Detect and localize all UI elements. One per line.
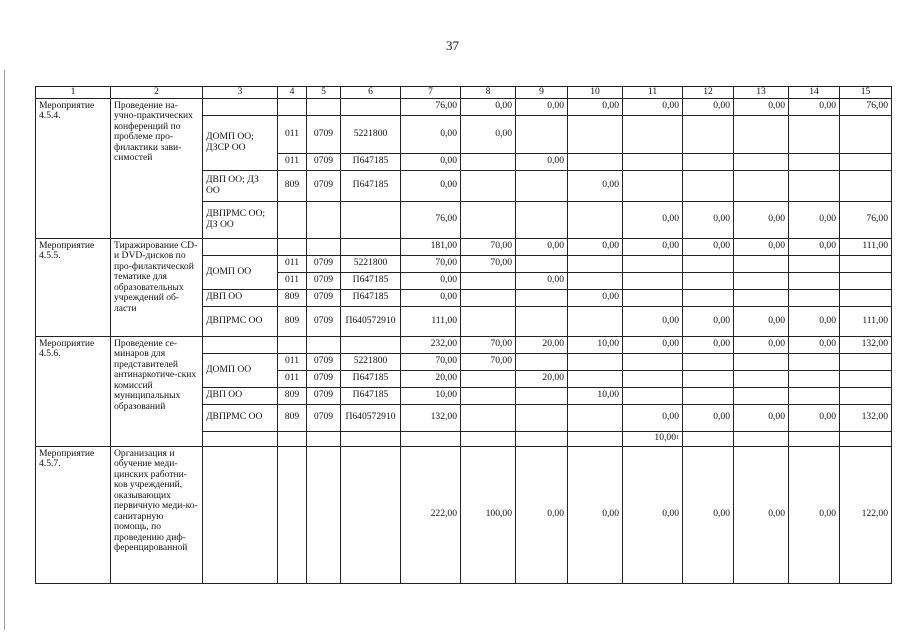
cell: 0,00 — [568, 170, 623, 201]
column-header: 9 — [516, 87, 568, 99]
cell: 0,00 — [401, 115, 461, 153]
cell: П640572910 — [341, 404, 401, 431]
page-number: 37 — [446, 38, 459, 53]
executor-cell: ДВПРМС ОО; ДЗ ОО — [203, 201, 278, 238]
cell: 0709 — [307, 370, 341, 387]
cell: 0,00 — [401, 153, 461, 170]
cell: 0,00 — [734, 201, 789, 238]
executor-cell: ДВП ОО — [203, 387, 278, 404]
total-cell: 122,00 — [840, 446, 892, 583]
cell: 011 — [278, 153, 307, 170]
total-cell: 0,00 — [623, 238, 683, 255]
cell: 0709 — [307, 170, 341, 201]
measure-id: Мероприятие 4.5.5. — [36, 238, 111, 336]
cell: 70,00 — [461, 255, 516, 272]
table-row — [36, 336, 892, 353]
cell: 0,00 — [683, 306, 734, 336]
cell: 0,00 — [623, 404, 683, 431]
total-cell: 0,00 — [568, 238, 623, 255]
cell: 5221800 — [341, 115, 401, 153]
column-header: 6 — [341, 87, 401, 99]
cell: 809 — [278, 306, 307, 336]
cell: 0,00 — [734, 404, 789, 431]
total-cell: 132,00 — [840, 336, 892, 353]
total-cell: 0,00 — [516, 446, 568, 583]
cell: 011 — [278, 370, 307, 387]
total-cell: 0,00 — [516, 238, 568, 255]
column-header: 7 — [401, 87, 461, 99]
total-cell: 0,00 — [568, 446, 623, 583]
cell: 5221800 — [341, 255, 401, 272]
cell: 809 — [278, 387, 307, 404]
cell: 0,00 — [734, 306, 789, 336]
cell: 809 — [278, 404, 307, 431]
measure-description: Проведение се-минаров для представителей антинаркотиче-ских комиссий муниципальных образований — [111, 336, 203, 446]
cell: 0,00 — [623, 306, 683, 336]
cell: П647185 — [341, 170, 401, 201]
cell: 132,00 — [401, 404, 461, 431]
total-cell: 232,00 — [401, 336, 461, 353]
cell: 0,00 — [516, 153, 568, 170]
cell: 0,00 — [401, 170, 461, 201]
cell: 0709 — [307, 404, 341, 431]
cell: 0709 — [307, 306, 341, 336]
cell: П640572910 — [341, 306, 401, 336]
cell: 0,00 — [401, 289, 461, 306]
cell — [623, 431, 683, 446]
total-cell: 0,00 — [461, 98, 516, 115]
cell: 0,00 — [789, 201, 840, 238]
cell: 0,00 — [789, 306, 840, 336]
cell: 809 — [278, 170, 307, 201]
total-cell: 0,00 — [683, 446, 734, 583]
table-header-row — [36, 87, 892, 99]
column-header: 11 — [623, 87, 683, 99]
cell: 20,00 — [401, 370, 461, 387]
cell: 011 — [278, 353, 307, 370]
table-row — [36, 446, 892, 583]
cell: П647185 — [341, 272, 401, 289]
cell: П647185 — [341, 370, 401, 387]
cell: 10,00 — [568, 387, 623, 404]
table-row — [36, 98, 892, 115]
cell: 111,00 — [840, 306, 892, 336]
cell: 76,00 — [401, 201, 461, 238]
total-cell: 0,00 — [683, 98, 734, 115]
cell: 0,00 — [623, 201, 683, 238]
total-cell: 0,00 — [734, 98, 789, 115]
column-header: 5 — [307, 87, 341, 99]
cell: 011 — [278, 272, 307, 289]
total-cell: 0,00 — [516, 98, 568, 115]
cell: 0,00 — [461, 115, 516, 153]
column-header: 1 — [36, 87, 111, 99]
total-cell: 0,00 — [623, 336, 683, 353]
measure-description: Проведение на-учно-практических конференций по проблеме про-филактики зави-симостей — [111, 98, 203, 238]
cell: 0,00 — [683, 201, 734, 238]
executor-cell: ДВПРМС ОО — [203, 306, 278, 336]
column-header: 13 — [734, 87, 789, 99]
cell: 132,00 — [840, 404, 892, 431]
column-header: 2 — [111, 87, 203, 99]
cell: 70,00 — [461, 353, 516, 370]
measure-description: Тиражирование CD- и DVD-дисков по про-филактической тематике для образовательных учреждений об-ласти — [111, 238, 203, 336]
column-header: 15 — [840, 87, 892, 99]
measure-id: Мероприятие 4.5.4. — [36, 98, 111, 238]
cell: 0709 — [307, 153, 341, 170]
total-cell: 181,00 — [401, 238, 461, 255]
total-cell: 0,00 — [683, 238, 734, 255]
total-cell: 0,00 — [789, 238, 840, 255]
cell: 011 — [278, 115, 307, 153]
table-row — [36, 238, 892, 255]
cell: 809 — [278, 289, 307, 306]
total-cell: 0,00 — [789, 98, 840, 115]
cell: 70,00 — [401, 353, 461, 370]
executor-cell: ДОМП ОО — [203, 353, 278, 387]
executor-cell: ДОМП ОО; ДЗСР ОО — [203, 115, 278, 170]
cell: 0709 — [307, 115, 341, 153]
column-header: 3 — [203, 87, 278, 99]
cell: 0709 — [307, 272, 341, 289]
column-header: 8 — [461, 87, 516, 99]
column-header: 10 — [568, 87, 623, 99]
page-edge-line — [4, 70, 5, 630]
total-cell: 111,00 — [840, 238, 892, 255]
cell: 10,00 — [401, 387, 461, 404]
cell: 0709 — [307, 289, 341, 306]
cell: 70,00 — [401, 255, 461, 272]
measure-id: Мероприятие 4.5.6. — [36, 336, 111, 446]
total-cell: 0,00 — [623, 446, 683, 583]
cell: 0,00 — [789, 404, 840, 431]
cell: 0709 — [307, 255, 341, 272]
column-header: 4 — [278, 87, 307, 99]
total-cell: 0,00 — [623, 98, 683, 115]
total-cell: 0,00 — [734, 336, 789, 353]
cell: 0,00 — [516, 272, 568, 289]
total-cell: 0,00 — [734, 238, 789, 255]
total-cell: 76,00 — [840, 98, 892, 115]
total-cell: 222,00 — [401, 446, 461, 583]
cell: 0709 — [307, 387, 341, 404]
cell: 76,00 — [840, 201, 892, 238]
executor-cell: ДВПРМС ОО — [203, 404, 278, 431]
total-cell: 0,00 — [789, 446, 840, 583]
measure-id: Мероприятие 4.5.7. — [36, 446, 111, 583]
cell: 0709 — [307, 353, 341, 370]
cell: 0,00 — [683, 404, 734, 431]
footnote-mark: 1 — [676, 435, 679, 442]
total-cell: 0,00 — [683, 336, 734, 353]
executor-cell: ДОМП ОО — [203, 255, 278, 289]
budget-table — [35, 86, 892, 584]
column-header: 14 — [789, 87, 840, 99]
cell: 0,00 — [401, 272, 461, 289]
cell-value: 10,00 — [654, 432, 676, 444]
total-cell: 0,00 — [734, 446, 789, 583]
total-cell: 70,00 — [461, 238, 516, 255]
cell: 20,00 — [516, 370, 568, 387]
total-cell: 70,00 — [461, 336, 516, 353]
cell: 0,00 — [568, 289, 623, 306]
cell: П647185 — [341, 153, 401, 170]
cell: 011 — [278, 255, 307, 272]
total-cell: 20,00 — [516, 336, 568, 353]
measure-description: Организация и обучение меди-цинских работни-ков учреждений, оказывающих первичную меди-ко-санитарную помощь, по проведению диф-ференцированной — [111, 446, 203, 583]
total-cell: 10,00 — [568, 336, 623, 353]
cell: 111,00 — [401, 306, 461, 336]
cell: 5221800 — [341, 353, 401, 370]
column-header: 12 — [683, 87, 734, 99]
executor-cell: ДВП ОО — [203, 289, 278, 306]
cell: П647185 — [341, 387, 401, 404]
total-cell: 0,00 — [789, 336, 840, 353]
total-cell: 100,00 — [461, 446, 516, 583]
cell: П647185 — [341, 289, 401, 306]
total-cell: 76,00 — [401, 98, 461, 115]
executor-cell: ДВП ОО; ДЗ ОО — [203, 170, 278, 201]
total-cell: 0,00 — [568, 98, 623, 115]
